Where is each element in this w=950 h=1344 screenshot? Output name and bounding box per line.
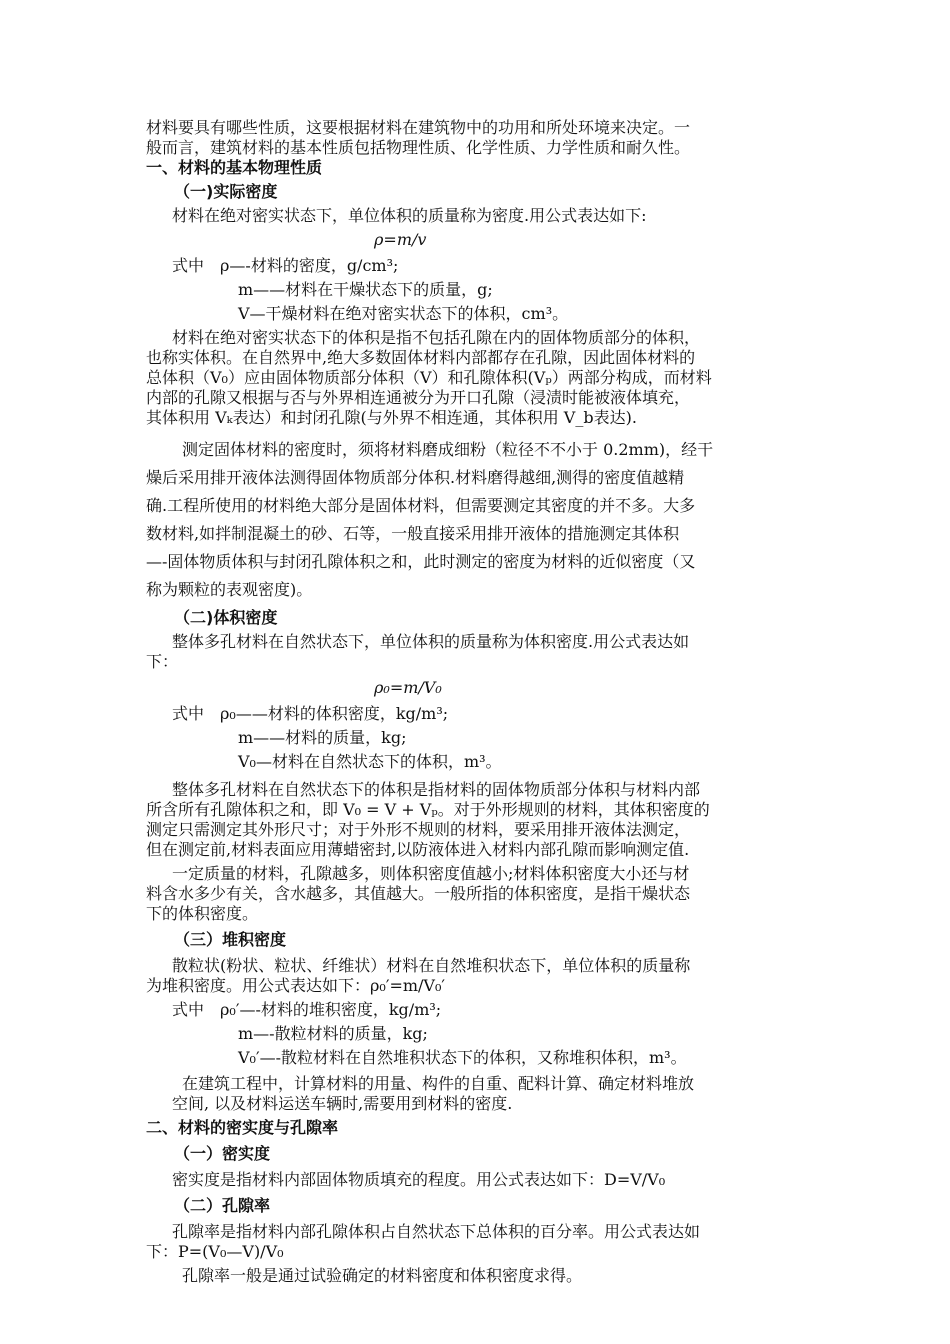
section-heading: 一、材料的基本物理性质 [146,158,323,177]
text-line: 测定固体材料的密度时，须将材料磨成细粉（粒径不不小于 0.2mm)，经干 [182,440,714,459]
text-line: —-固体物质体积与封闭孔隙体积之和，此时测定的密度为材料的近似密度（又 [146,552,696,571]
text-line: 材料在绝对密实状态下，单位体积的质量称为密度.用公式表达如下: [172,206,647,225]
subsection-heading: （一）密实度 [174,1144,271,1163]
text-line: 其体积用 Vₖ表达）和封闭孔隙(与外界不相连通，其体积用 V_b表达). [146,408,637,427]
text-line: 般而言，建筑材料的基本性质包括物理性质、化学性质、力学性质和耐久性。 [146,138,691,157]
subsection-heading: （一)实际密度 [174,182,278,201]
text-line: 孔隙率是指材料内部孔隙体积占自然状态下总体积的百分率。用公式表达如 [172,1222,701,1241]
definition-line: V₀—材料在自然状态下的体积，m³。 [238,752,502,771]
text-line: 下：P=(V₀—V)/V₀ [146,1242,284,1261]
text-line: 密实度是指材料内部固体物质填充的程度。用公式表达如下：D=V/V₀ [172,1170,666,1189]
text-line: 散粒状(粉状、粒状、纤维状）材料在自然堆积状态下，单位体积的质量称 [172,956,691,975]
definition-line: 式中 ρ₀′—-材料的堆积密度，kg/m³; [172,1000,442,1019]
definition-line: V₀′—-散粒材料在自然堆积状态下的体积，又称堆积体积，m³。 [238,1048,687,1067]
document-page [146,118,818,1286]
text-line: 称为颗粒的表观密度)。 [146,580,313,599]
text-line: 也称实体积。在自然界中,绝大多数固体材料内部都存在孔隙，因此固体材料的 [146,348,696,367]
subsection-heading: （二)体积密度 [174,608,278,627]
text-line: 测定只需测定其外形尺寸；对于外形不规则的材料，要采用排开液体法测定， [146,820,691,839]
definition-line: m——材料的质量，kg; [238,728,407,747]
text-line: 整体多孔材料在自然状态下的体积是指材料的固体物质部分体积与材料内部 [172,780,701,799]
text-line: 下的体积密度。 [146,904,259,923]
definition-line: m——材料在干燥状态下的质量，g; [238,280,493,299]
text-line: 整体多孔材料在自然状态下，单位体积的质量称为体积密度.用公式表达如 [172,632,690,651]
text-line: 孔隙率一般是通过试验确定的材料密度和体积密度求得。 [182,1266,583,1285]
definition-line: 式中 ρ₀——材料的体积密度，kg/m³; [172,704,449,723]
text-line: 确.工程所使用的材料绝大部分是固体材料，但需要测定其密度的并不多。大多 [146,496,696,515]
text-line: 材料在绝对密实状态下的体积是指不包括孔隙在内的固体物质部分的体积， [172,328,701,347]
section-heading: 二、材料的密实度与孔隙率 [146,1118,339,1137]
formula: ρ=m/v [374,230,427,249]
text-line: 数材料,如拌制混凝土的砂、石等，一般直接采用排开液体的措施测定其体积 [146,524,680,543]
text-line: 为堆积密度。用公式表达如下：ρ₀′=m/V₀′ [146,976,446,995]
text-line: 燥后采用排开液体法测得固体物质部分体积.材料磨得越细,测得的密度值越精 [146,468,685,487]
subsection-heading: （三）堆积密度 [174,930,287,949]
text-line: 料含水多少有关，含水越多，其值越大。一般所指的体积密度，是指干燥状态 [146,884,691,903]
text-line: 但在测定前,材料表面应用薄蜡密封,以防液体进入材料内部孔隙而影响测定值. [146,840,690,859]
formula: ρ₀=m/V₀ [374,678,442,697]
definition-line: 式中 ρ—-材料的密度，g/cm³; [172,256,399,275]
text-line: 空间, 以及材料运送车辆时,需要用到材料的密度. [172,1094,513,1113]
text-line: 内部的孔隙又根据与否与外界相连通被分为开口孔隙（浸渍时能被液体填充， [146,388,691,407]
text-line: 材料要具有哪些性质，这要根据材料在建筑物中的功用和所处环境来决定。一 [146,118,691,137]
text-line: 一定质量的材料，孔隙越多，则体积密度值越小;材料体积密度大小还与材 [172,864,690,883]
text-line: 总体积（V₀）应由固体物质部分体积（V）和孔隙体积(Vₚ）两部分构成，而材料 [146,368,712,387]
definition-line: m—-散粒材料的质量，kg; [238,1024,428,1043]
subsection-heading: （二）孔隙率 [174,1196,271,1215]
text-line: 所含所有孔隙体积之和，即 V₀ = V + Vₚ。对于外形规则的材料，其体积密度的 [146,800,710,819]
text-line: 在建筑工程中，计算材料的用量、构件的自重、配料计算、确定材料堆放 [182,1074,695,1093]
definition-line: V—干燥材料在绝对密实状态下的体积，cm³。 [238,304,569,323]
text-line: 下： [146,652,179,671]
